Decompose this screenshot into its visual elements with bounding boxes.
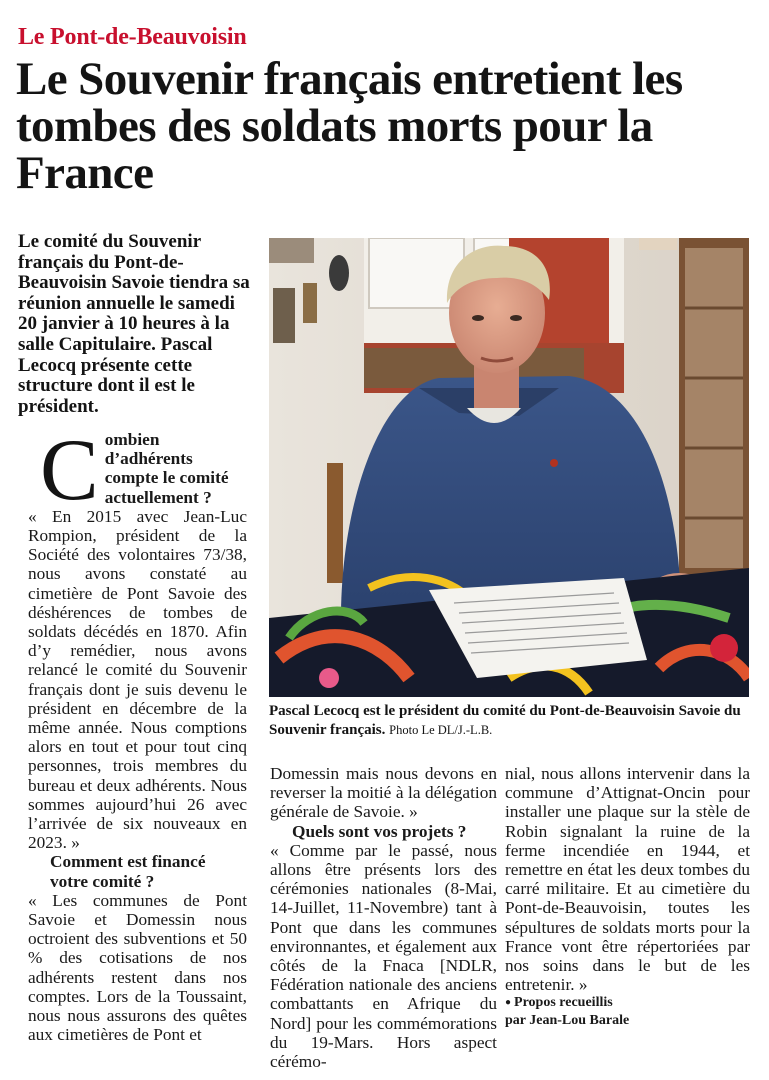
byline-line-1: Propos recueillis [514,995,613,1011]
answer-1: « En 2015 avec Jean-Luc Rompion, président de la Société des volontaires 73/38, nous avons constaté au cimetière de Pont Savoie des déshérences de tombes de soldats décédés en 1870. Afin d’y remédier, nous avons relancé le comité du Souvenir français dont je suis devenu le président en décembre de la même année. Nous comptions alors en tout et pour tout cinq personnes, trois membres du bureau et deux adhérents. Nous sommes aujourd’hui 26 avec l’arrivée de six nouveaux en 2023. » [28,506,247,853]
photo-caption [269,702,749,740]
drop-cap: C [40,422,99,519]
byline [505,994,750,1030]
answer-3-part-2: nial, nous allons intervenir dans la commune d’Attignat-Oncin pour installer une plaque sur la stèle de Robin signalant la ruine de la ferme incendiée en 1944, et remettre en état les deux tombes du carré militaire. Et au cimetière du Pont-de-Beauvoisin, toutes les sépultures de soldats morts pour la France vont être répertoriées par nos soins dans le but de les entretenir. » [505,764,750,995]
answer-2-part-2: Domessin mais nous devons en reverser la moitié à la délégation générale de Savoie. » [270,764,497,822]
section-kicker: Le Pont-de-Beauvoisin [18,24,247,50]
body-column-2 [270,764,497,1071]
question-1: ombien d’adhérents compte le comité actuellement ? [104,430,229,507]
byline-line-2: par Jean-Lou Barale [505,1013,630,1029]
body-column-3 [505,764,750,1030]
body-column-1 [28,422,247,1045]
lead-paragraph: Le comité du Souvenir français du Pont-de-Beauvoisin Savoie tiendra sa réunion annuelle le samedi 20 janvier à 10 heures à la salle Capitulaire. Pascal Lecocq présente cette structure dont il est le président. [18,231,250,417]
article-photo [269,238,749,697]
bullet-icon: ● [505,997,512,1009]
answer-3-part-1: « Comme par le passé, nous allons être présents lors des cérémonies nationales (8-Mai, 14-Juillet, 11-Novembre) tant à Pont que dans les communes environnantes, et également aux côtés de la Fnaca [NDLR, Fédération nationale des anciens combattants en Afrique du Nord] pour les commémorations du 19-Mars. Hors aspect cérémo- [270,840,497,1072]
headline: Le Souvenir français entretient les tombes des soldats morts pour la France [16,53,683,199]
caption-text: Pascal Lecocq est le président du comité du Pont-de-Beauvoisin Savoie du Souvenir français. [269,703,741,738]
answer-2-part-1: « Les communes de Pont Savoie et Domessin nous octroient des subventions et 50 % des cotisations de nos adhérents restent dans nos comptes. Lors de la Toussaint, nous nous assurons des quêtes aux cimetières de Pont et [28,890,247,1045]
question-2: Comment est financé votre comité ? [50,852,206,891]
portrait-illustration [269,238,749,697]
photo-credit: Photo Le DL/J.-L.B. [389,723,493,737]
question-3: Quels sont vos projets ? [292,821,467,841]
